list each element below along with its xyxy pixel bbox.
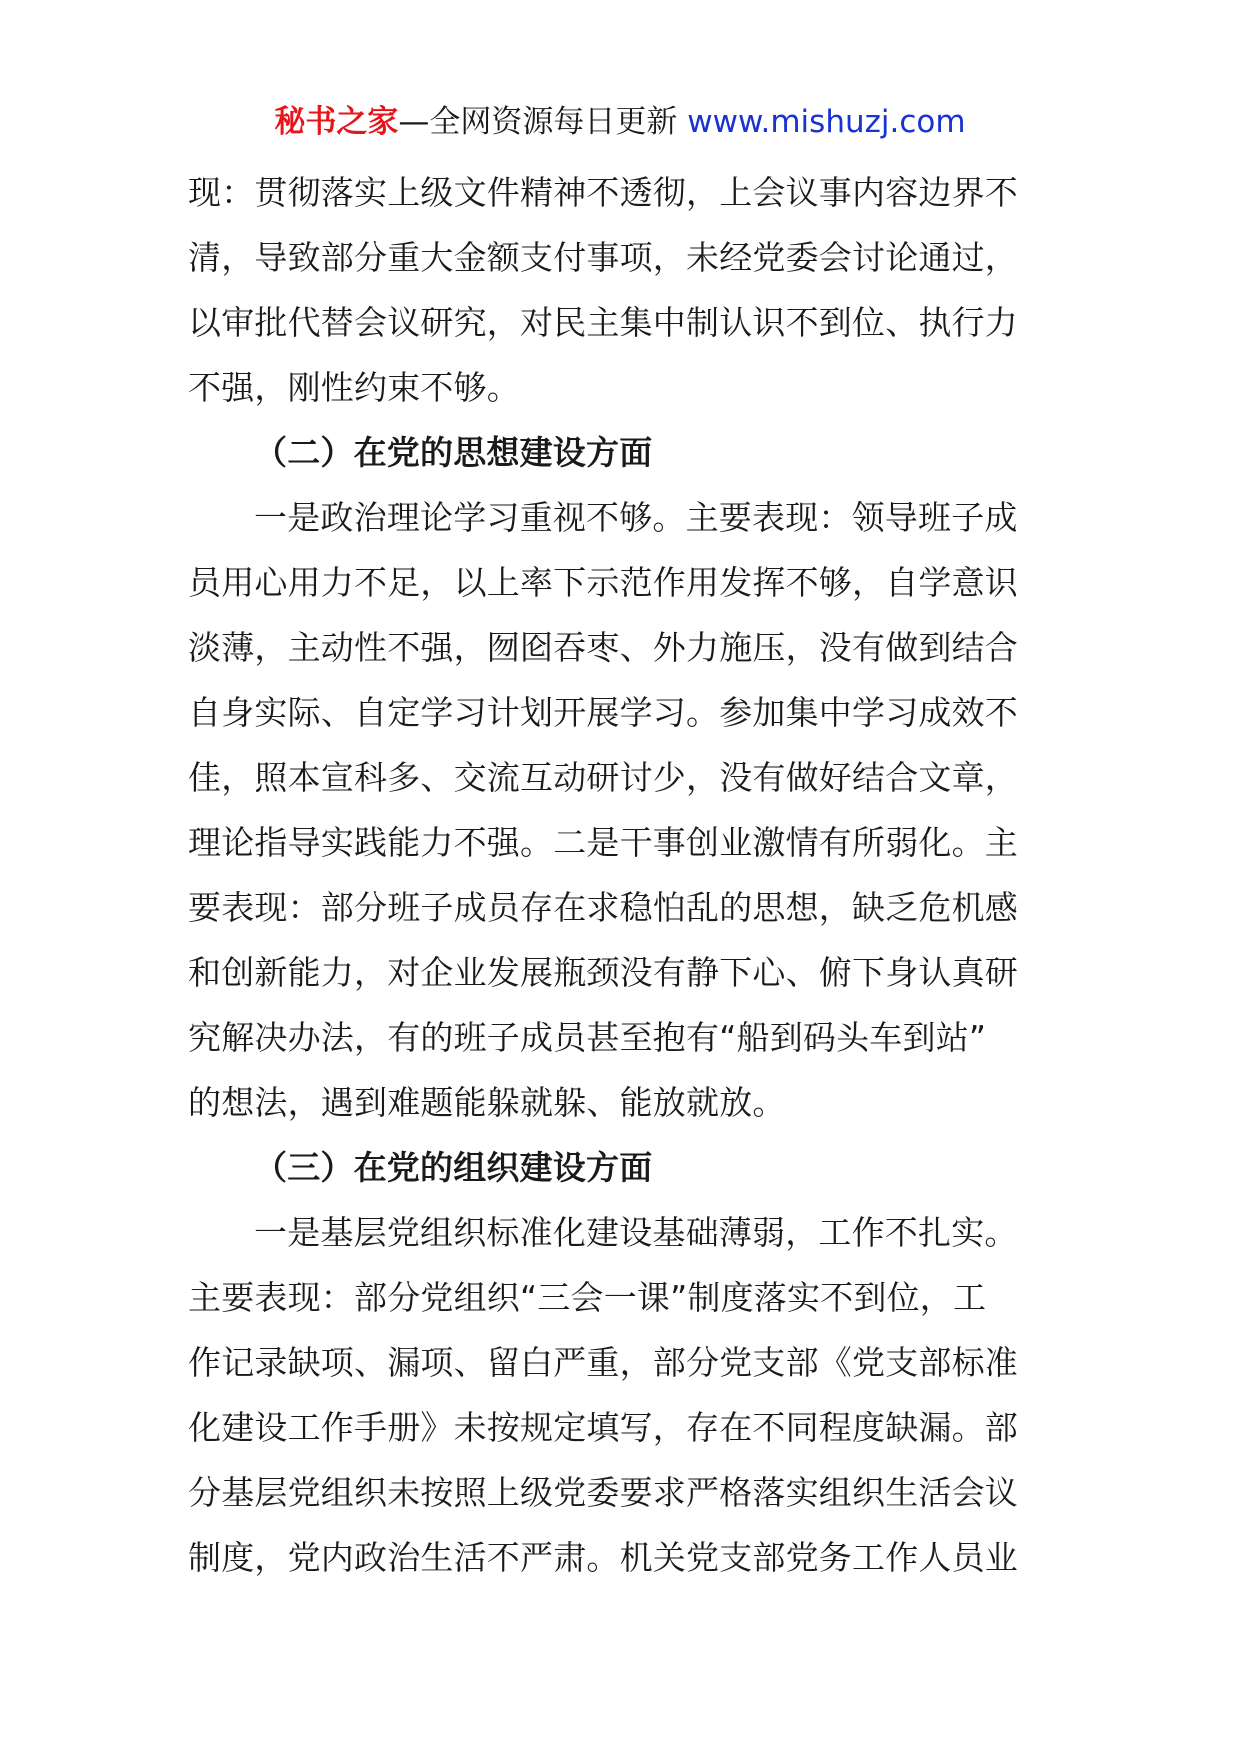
- text-line: 制度，党内政治生活不严肃。机关党支部党务工作人员业: [188, 1538, 1018, 1577]
- section-heading: （二）在党的思想建设方面: [254, 433, 653, 472]
- section-heading: （三）在党的组织建设方面: [254, 1148, 653, 1187]
- text-line: 自身实际、自定学习计划开展学习。参加集中学习成效不: [188, 693, 1018, 732]
- text-line: 的想法，遇到难题能躲就躲、能放就放。: [188, 1083, 786, 1122]
- text-line: 要表现：部分班子成员存在求稳怕乱的思想，缺乏危机感: [188, 888, 1018, 927]
- text-line: 分基层党组织未按照上级党委要求严格落实组织生活会议: [188, 1473, 1018, 1512]
- text-line: 一是政治理论学习重视不够。主要表现：领导班子成: [254, 498, 1018, 537]
- header-url[interactable]: www.mishuzj.com: [687, 104, 966, 140]
- text-line: 淡薄，主动性不强，囫囵吞枣、外力施压，没有做到结合: [188, 628, 1018, 667]
- text-line: 化建设工作手册》未按规定填写，存在不同程度缺漏。部: [188, 1408, 1018, 1447]
- page-header: [0, 100, 1240, 144]
- header-tagline: —全网资源每日更新: [398, 104, 688, 140]
- text-line: 一是基层党组织标准化建设基础薄弱，工作不扎实。: [254, 1213, 1018, 1252]
- text-line: 作记录缺项、漏项、留白严重，部分党支部《党支部标准: [188, 1343, 1018, 1382]
- text-line: 现：贯彻落实上级文件精神不透彻，上会议事内容边界不: [188, 173, 1018, 212]
- text-line: 不强，刚性约束不够。: [188, 368, 520, 407]
- text-line: 佳，照本宣科多、交流互动研讨少，没有做好结合文章，: [188, 758, 1018, 797]
- text-line: 究解决办法，有的班子成员甚至抱有“船到码头车到站”: [188, 1018, 987, 1057]
- text-line: 理论指导实践能力不强。二是干事创业激情有所弱化。主: [188, 823, 1018, 862]
- text-line: 以审批代替会议研究，对民主集中制认识不到位、执行力: [188, 303, 1018, 342]
- text-line: 和创新能力，对企业发展瓶颈没有静下心、俯下身认真研: [188, 953, 1018, 992]
- text-line: 主要表现：部分党组织“三会一课”制度落实不到位，工: [188, 1278, 987, 1317]
- brand-name: 秘书之家: [274, 104, 399, 140]
- document-body: [188, 160, 1058, 1590]
- text-line: 清，导致部分重大金额支付事项，未经党委会讨论通过，: [188, 238, 1018, 277]
- text-line: 员用心用力不足，以上率下示范作用发挥不够，自学意识: [188, 563, 1018, 602]
